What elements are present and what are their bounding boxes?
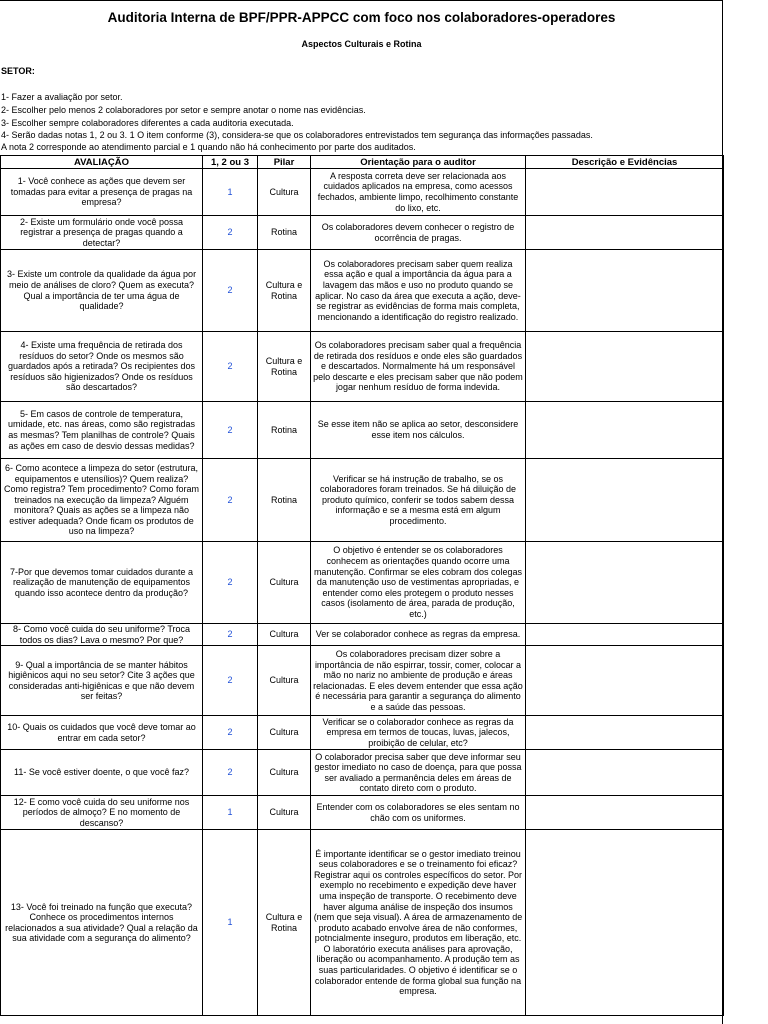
- instruction-line: 4- Serão dadas notas 1, 2 ou 3. 1 O item conforme (3), considera-se que os colaboradores entrevistados tem segurança das informações passadas.: [1, 130, 593, 140]
- question-cell: 11- Se você estiver doente, o que você faz?: [1, 750, 203, 796]
- question-cell: 6- Como acontece a limpeza do setor (estrutura, equipamentos e utensílios)? Quem realiza? Como registra? Tem procedimento? Como foram treinados na execução da limpeza? Alguém monitora? Quais as ações se a limpeza não estiver adequada? Onde ficam os produtos de uso na limpeza?: [1, 459, 203, 542]
- orientation-cell: O objetivo é entender se os colaboradores conhecem as orientações quando ocorre uma manutenção. Confirmar se eles cobram dos colegas da manutenção uso de vestimentas apropriadas, e entender como eles protegem o produto nesses casos (isolamento de área, parada de produção, etc.): [311, 542, 526, 624]
- evidence-cell[interactable]: [526, 459, 724, 542]
- evidence-cell[interactable]: [526, 332, 724, 402]
- page-title: Auditoria Interna de BPF/PPR-APPCC com foco nos colaboradores-operadores: [107, 10, 616, 25]
- orientation-cell: A resposta correta deve ser relacionada aos cuidados aplicados na empresa, como acessos fechados, ambiente limpo, recolhimento constante do lixo, etc.: [311, 169, 526, 216]
- orientation-cell: Os colaboradores devem conhecer o registro de ocorrência de pragas.: [311, 216, 526, 250]
- score-cell[interactable]: 2: [203, 216, 258, 250]
- table-row: [1, 796, 724, 830]
- table-row: [1, 542, 724, 624]
- question-cell: 8- Como você cuida do seu uniforme? Troca todos os dias? Lava o mesmo? Por que?: [1, 624, 203, 646]
- audit-table: [0, 155, 724, 1016]
- table-row: [1, 216, 724, 250]
- header-orientacao: Orientação para o auditor: [311, 156, 526, 169]
- orientation-cell: Entender com os colaboradores se eles sentam no chão com os uniformes.: [311, 796, 526, 830]
- header-nota: 1, 2 ou 3: [203, 156, 258, 169]
- instruction-line: 1- Fazer a avaliação por setor.: [1, 92, 123, 102]
- page-subtitle: Aspectos Culturais e Rotina: [301, 39, 422, 49]
- orientation-cell: Verificar se há instrução de trabalho, se os colaboradores foram treinados. Se há diluição de produto químico, conferir se todos sabem dessa informação e se a mesma está em algum procedimento.: [311, 459, 526, 542]
- pilar-cell: Rotina: [258, 402, 311, 459]
- orientation-cell: Ver se colaborador conhece as regras da empresa.: [311, 624, 526, 646]
- question-cell: 10- Quais os cuidados que você deve tomar ao entrar em cada setor?: [1, 716, 203, 750]
- question-cell: 2- Existe um formulário onde você possa registrar a presença de pragas quando a detectar?: [1, 216, 203, 250]
- table-row: [1, 402, 724, 459]
- evidence-cell[interactable]: [526, 716, 724, 750]
- question-cell: 12- E como você cuida do seu uniforme nos períodos de almoço? E no momento de descanso?: [1, 796, 203, 830]
- table-row: [1, 750, 724, 796]
- orientation-cell: O colaborador precisa saber que deve informar seu gestor imediato no caso de doença, para que possa ser avaliado a permanência deles em áreas de contato direto com o produto.: [311, 750, 526, 796]
- evidence-cell[interactable]: [526, 169, 724, 216]
- evidence-cell[interactable]: [526, 250, 724, 332]
- table-row: [1, 459, 724, 542]
- pilar-cell: Cultura: [258, 796, 311, 830]
- table-row: [1, 830, 724, 1016]
- table-row: [1, 169, 724, 216]
- header-descricao: Descrição e Evidências: [526, 156, 724, 169]
- score-cell[interactable]: 2: [203, 402, 258, 459]
- question-cell: 4- Existe uma frequência de retirada dos resíduos do setor? Onde os mesmos são guardados após a retirada? Os recipientes dos resíduos são higienizados? Onde os resíduos são descartados?: [1, 332, 203, 402]
- orientation-cell: É importante identificar se o gestor imediato treinou seus colaboradores e se o treinamento foi eficaz? Registrar aqui os controles específicos do setor. Por exemplo no recebimento e expedição deve haver uma inspeção de transporte. O recebimento deve haver alguma análise de inspeção dos insumos (nem que seja visual). A área de armazenamento de produto acabado envolve área de não conformes, potncialmente inseguro, produtos em liberação, etc. O laboratório executa análises para aprovação, liberação ou acompanhamento. A produção tem as suas particularidades. O objetivo é identificar se o colaborador entende de forma global sua função na empresa.: [311, 830, 526, 1016]
- question-cell: 3- Existe um controle da qualidade da água por meio de análises de cloro? Quem as executa? Qual a importância de ter uma água de qualidade?: [1, 250, 203, 332]
- pilar-cell: Cultura e Rotina: [258, 332, 311, 402]
- score-cell[interactable]: 1: [203, 830, 258, 1016]
- pilar-cell: Cultura: [258, 169, 311, 216]
- table-row: [1, 646, 724, 716]
- question-cell: 7-Por que devemos tomar cuidados durante a realização de manutenção de equipamentos quando isso acontece dentro da produção?: [1, 542, 203, 624]
- header-avaliacao: AVALIAÇÃO: [1, 156, 203, 169]
- pilar-cell: Cultura: [258, 646, 311, 716]
- evidence-cell[interactable]: [526, 402, 724, 459]
- table-row: [1, 250, 724, 332]
- score-cell[interactable]: 2: [203, 250, 258, 332]
- evidence-cell[interactable]: [526, 646, 724, 716]
- score-cell[interactable]: 2: [203, 716, 258, 750]
- question-cell: 5- Em casos de controle de temperatura, umidade, etc. nas áreas, como são registradas as mesmas? Tem planilhas de controle? Quais as ações em caso de desvio dessas medidas?: [1, 402, 203, 459]
- question-cell: 1- Você conhece as ações que devem ser tomadas para evitar a presença de pragas na empresa?: [1, 169, 203, 216]
- evidence-cell[interactable]: [526, 624, 724, 646]
- setor-label: SETOR:: [1, 66, 35, 76]
- table-header-row: [1, 156, 724, 169]
- score-cell[interactable]: 2: [203, 459, 258, 542]
- orientation-cell: Se esse item não se aplica ao setor, desconsidere esse item nos cálculos.: [311, 402, 526, 459]
- evidence-cell[interactable]: [526, 750, 724, 796]
- pilar-cell: Cultura e Rotina: [258, 830, 311, 1016]
- score-cell[interactable]: 2: [203, 624, 258, 646]
- pilar-cell: Cultura: [258, 750, 311, 796]
- pilar-cell: Cultura e Rotina: [258, 250, 311, 332]
- instruction-line: 3- Escolher sempre colaboradores diferentes a cada auditoria executada.: [1, 118, 294, 128]
- pilar-cell: Cultura: [258, 624, 311, 646]
- score-cell[interactable]: 2: [203, 332, 258, 402]
- orientation-cell: Os colaboradores precisam saber quem realiza essa ação e qual a importância da água para a lavagem das mãos e uso no produto quando se aplicar. No caso da área que executa a ação, deve-se registrar as evidências de forma mais completa, mencionando a identificação do registro realizado.: [311, 250, 526, 332]
- score-cell[interactable]: 2: [203, 542, 258, 624]
- table-row: [1, 716, 724, 750]
- pilar-cell: Rotina: [258, 216, 311, 250]
- header-pilar: Pilar: [258, 156, 311, 169]
- score-cell[interactable]: 1: [203, 169, 258, 216]
- table-row: [1, 624, 724, 646]
- question-cell: 9- Qual a importância de se manter hábitos higiênicos aqui no seu setor? Cite 3 ações que consideradas anti-higiênicas e que não devem ser feitas?: [1, 646, 203, 716]
- orientation-cell: Verificar se o colaborador conhece as regras da empresa em termos de toucas, luvas, jalecos, proibição de celular, etc?: [311, 716, 526, 750]
- question-cell: 13- Você foi treinado na função que executa? Conhece os procedimentos internos relacionados a sua atividade? Qual a relação da sua atividade com a segurança do alimento?: [1, 830, 203, 1016]
- evidence-cell[interactable]: [526, 830, 724, 1016]
- table-row: [1, 332, 724, 402]
- instruction-line: 2- Escolher pelo menos 2 colaboradores por setor e sempre anotar o nome nas evidências.: [1, 105, 366, 115]
- orientation-cell: Os colaboradores precisam dizer sobre a importância de não espirrar, tossir, comer, colocar a mão no nariz no ambiente de produção e áreas relacionadas. E eles devem entender que essa ação é necessária para garantir a segurança do alimento e a saúde das pessoas.: [311, 646, 526, 716]
- score-cell[interactable]: 1: [203, 796, 258, 830]
- pilar-cell: Rotina: [258, 459, 311, 542]
- evidence-cell[interactable]: [526, 216, 724, 250]
- evidence-cell[interactable]: [526, 796, 724, 830]
- pilar-cell: Cultura: [258, 542, 311, 624]
- pilar-cell: Cultura: [258, 716, 311, 750]
- instruction-line: A nota 2 corresponde ao atendimento parcial e 1 quando não há conhecimento por parte dos auditados.: [1, 142, 416, 152]
- score-cell[interactable]: 2: [203, 750, 258, 796]
- orientation-cell: Os colaboradores precisam saber qual a frequência de retirada dos resíduos e onde eles são guardados e descartados. Normalmente há um responsável pelo descarte e eles precisam saber que não podem jogar nenhum resíduo de forma indevida.: [311, 332, 526, 402]
- evidence-cell[interactable]: [526, 542, 724, 624]
- score-cell[interactable]: 2: [203, 646, 258, 716]
